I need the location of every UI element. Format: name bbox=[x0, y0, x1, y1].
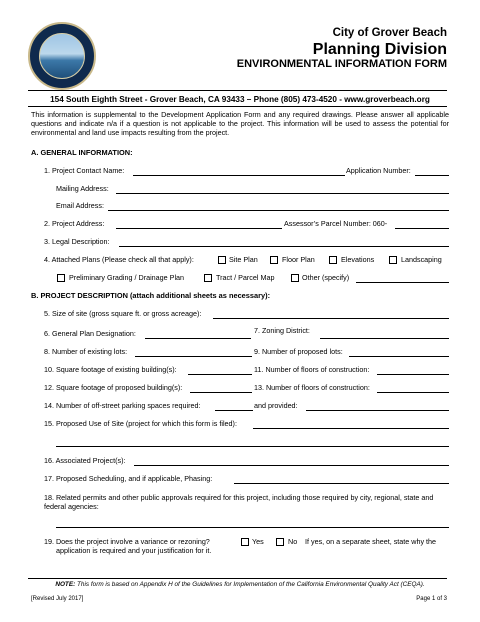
section-b-title: B. PROJECT DESCRIPTION (attach additional sheets as necessary): bbox=[31, 291, 271, 300]
tract-parcel-map-checkbox[interactable] bbox=[204, 274, 212, 282]
q16-label: 16. Associated Project(s): bbox=[44, 456, 126, 465]
q13-label: 13. Number of floors of construction: bbox=[254, 383, 370, 392]
q18-label: 18. Related permits and other public approvals required for this project, including those required by city, regional, state and federal agencies: bbox=[44, 493, 434, 511]
ceqa-note bbox=[0, 581, 480, 589]
proposed-sqft-field[interactable] bbox=[190, 392, 252, 393]
address-rule bbox=[28, 106, 447, 107]
variance-no-checkbox[interactable] bbox=[276, 538, 284, 546]
landscaping-label: Landscaping bbox=[401, 255, 442, 264]
application-number-field[interactable] bbox=[415, 175, 449, 176]
email-address-field[interactable] bbox=[108, 210, 449, 211]
parking-provided-field[interactable] bbox=[306, 410, 449, 411]
q7-label: 7. Zoning District: bbox=[254, 326, 310, 335]
project-address-field[interactable] bbox=[116, 228, 282, 229]
elevations-label: Elevations bbox=[341, 255, 375, 264]
scheduling-field[interactable] bbox=[234, 483, 449, 484]
q9-label: 9. Number of proposed lots: bbox=[254, 347, 343, 356]
note-label: NOTE: bbox=[55, 581, 76, 588]
header-rule bbox=[28, 90, 447, 91]
grading-drainage-label: Preliminary Grading / Drainage Plan bbox=[69, 273, 185, 282]
proposed-floors-field[interactable] bbox=[377, 392, 449, 393]
grading-drainage-checkbox[interactable] bbox=[57, 274, 65, 282]
section-a-title: A. GENERAL INFORMATION: bbox=[31, 148, 133, 157]
tract-parcel-map-label: Tract / Parcel Map bbox=[216, 273, 275, 282]
q3-label: 3. Legal Description: bbox=[44, 237, 110, 246]
existing-floors-field[interactable] bbox=[377, 374, 449, 375]
q17-label: 17. Proposed Scheduling, and if applicable, Phasing: bbox=[44, 474, 213, 483]
elevations-checkbox[interactable] bbox=[329, 256, 337, 264]
landscaping-checkbox[interactable] bbox=[389, 256, 397, 264]
proposed-lots-field[interactable] bbox=[349, 356, 449, 357]
associated-projects-field[interactable] bbox=[134, 465, 449, 466]
address-line: 154 South Eighth Street - Grover Beach, CA 93433 – Phone (805) 473-4520 - www.groverbeach.org bbox=[50, 95, 430, 104]
q10-label: 10. Square footage of existing building(s): bbox=[44, 365, 177, 374]
q19-tail: If yes, on a separate sheet, state why the bbox=[305, 537, 437, 546]
floor-plan-label: Floor Plan bbox=[282, 255, 315, 264]
q2-label: 2. Project Address: bbox=[44, 219, 105, 228]
application-number-label: Application Number: bbox=[346, 166, 411, 175]
city-name: City of Grover Beach bbox=[332, 27, 447, 39]
q19-label: 19. Does the project involve a variance or rezoning? bbox=[44, 537, 210, 546]
q5-label: 5. Size of site (gross square ft. or gross acreage): bbox=[44, 309, 202, 318]
q11-label: 11. Number of floors of construction: bbox=[254, 365, 370, 374]
division-title: Planning Division bbox=[312, 41, 447, 58]
variance-yes-label: Yes bbox=[252, 537, 264, 546]
site-size-field[interactable] bbox=[213, 318, 449, 319]
other-plans-field[interactable] bbox=[356, 282, 449, 283]
q8-label: 8. Number of existing lots: bbox=[44, 347, 128, 356]
zoning-district-field[interactable] bbox=[320, 338, 449, 339]
footer-rule bbox=[28, 578, 447, 579]
site-plan-checkbox[interactable] bbox=[218, 256, 226, 264]
existing-lots-field[interactable] bbox=[135, 356, 252, 357]
q19-continuation: application is required and your justification for it. bbox=[56, 546, 212, 555]
city-seal-icon bbox=[28, 22, 96, 90]
intro-paragraph: This information is supplemental to the Development Application Form and any required drawings. Please answer all applicable questions and indicate n/a if a question is not applicable to the project. This information will be used to assess the potential for environmental and land use impacts resulting from the project. bbox=[31, 110, 449, 138]
general-plan-field[interactable] bbox=[145, 338, 251, 339]
parking-required-field[interactable] bbox=[215, 410, 253, 411]
q6-label: 6. General Plan Designation: bbox=[44, 329, 136, 338]
q1-label: 1. Project Contact Name: bbox=[44, 166, 125, 175]
other-plans-label: Other (specify) bbox=[302, 273, 350, 282]
revised-date: [Revised July 2017] bbox=[31, 596, 84, 602]
email-address-label: Email Address: bbox=[56, 201, 104, 210]
q12-label: 12. Square footage of proposed building(s): bbox=[44, 383, 183, 392]
proposed-use-field[interactable] bbox=[253, 428, 449, 429]
floor-plan-checkbox[interactable] bbox=[270, 256, 278, 264]
q14-label: 14. Number of off-street parking spaces required: bbox=[44, 401, 201, 410]
existing-sqft-field[interactable] bbox=[188, 374, 252, 375]
form-title: ENVIRONMENTAL INFORMATION FORM bbox=[236, 58, 447, 70]
site-plan-label: Site Plan bbox=[229, 255, 258, 264]
contact-name-field[interactable] bbox=[133, 175, 345, 176]
mailing-address-field[interactable] bbox=[116, 193, 449, 194]
q4-label: 4. Attached Plans (Please check all that apply): bbox=[44, 255, 194, 264]
variance-yes-checkbox[interactable] bbox=[241, 538, 249, 546]
legal-description-field[interactable] bbox=[119, 246, 449, 247]
mailing-address-label: Mailing Address: bbox=[56, 184, 109, 193]
related-permits-field[interactable] bbox=[56, 527, 449, 528]
apn-label: Assessor’s Parcel Number: 060- bbox=[284, 219, 388, 228]
q15-label: 15. Proposed Use of Site (project for which this form is filed): bbox=[44, 419, 237, 428]
q14-provided-label: and provided: bbox=[254, 401, 298, 410]
apn-field[interactable] bbox=[395, 228, 449, 229]
variance-no-label: No bbox=[288, 537, 298, 546]
other-plans-checkbox[interactable] bbox=[291, 274, 299, 282]
page-number: Page 1 of 3 bbox=[416, 596, 447, 602]
note-text: This form is based on Appendix H of the Guidelines for Implementation of the California Environmental Quality Act (CEQA). bbox=[77, 581, 425, 588]
proposed-use-field-2[interactable] bbox=[56, 446, 449, 447]
